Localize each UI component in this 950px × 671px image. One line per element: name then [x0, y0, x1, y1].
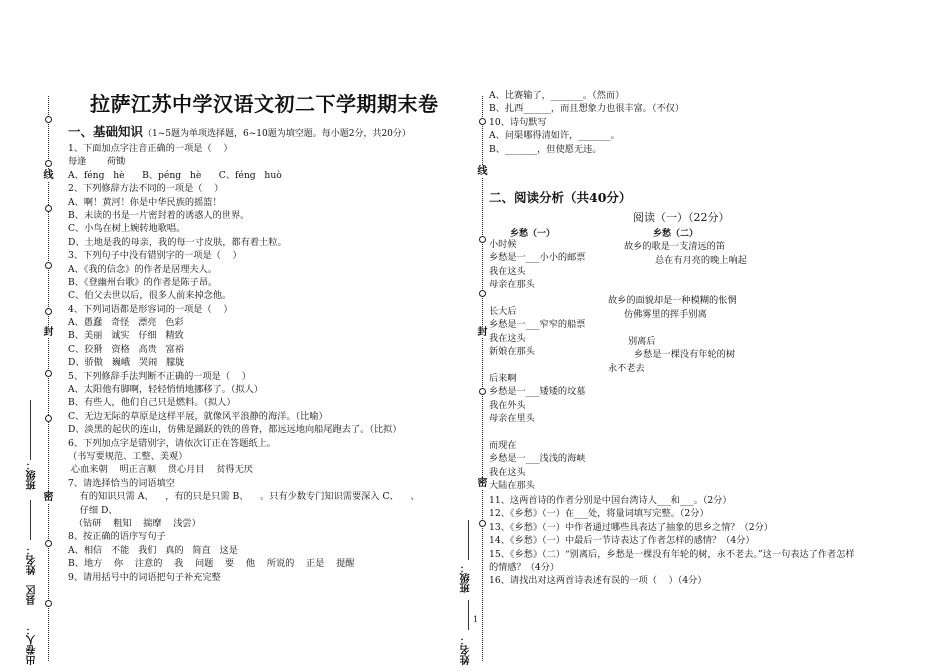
poem2-line: 别离后: [628, 336, 656, 347]
poem1-title: 乡愁（一）: [510, 229, 556, 239]
question-line: B、未读的书是一片密封着的诱惑人的世界。: [68, 209, 250, 221]
question-line: A、啊！黄河！你是中华民族的摇篮！: [68, 196, 222, 208]
setter-label: 出卷人：: [27, 625, 38, 665]
binding-line: [482, 96, 483, 661]
question-line: 3、下列句子中没有错别字的一项是（ ）: [68, 250, 242, 262]
class-blank: [468, 520, 469, 560]
class-blank: [30, 400, 31, 460]
question-line: D、土地是我的母亲，我的每一寸皮肤，都有着土粒。: [68, 236, 287, 248]
question-line: （钻研 粗知 揣摩 浅尝）: [68, 517, 201, 529]
binding-hole: [45, 116, 52, 123]
question-line: 心血来朝 明正言顺 贯心月目 贫得无厌: [68, 464, 253, 476]
exam-title: 拉萨江苏中学汉语文初二下学期期末卷: [90, 92, 439, 116]
question-line: A、太阳他有脚啊，轻轻悄悄地挪移了。（拟人）: [68, 384, 263, 396]
poem-line: 大陆在那头: [489, 480, 535, 492]
binding-hole: [45, 415, 52, 422]
binding-hole: [479, 236, 486, 243]
poem2-line: 故乡的面貌却是一种模糊的怅惘: [608, 295, 737, 306]
binding-hole: [45, 540, 52, 547]
poem-line: 长大后: [489, 305, 517, 317]
question-line: A、《我的信念》的作者是居理夫人。: [68, 263, 218, 275]
poem-line: 而现在: [489, 439, 517, 451]
question-line: A、愚蠢 奇怪 漂亮 色彩: [68, 317, 184, 329]
poem-line: 小时候: [489, 239, 517, 250]
seal-char-seal: 封: [43, 327, 54, 338]
seal-char-seal: 封: [477, 327, 488, 338]
question-line: D、淡黑的起伏的连山，仿佛是踊跃的铁的兽脊，都远远地向船尾跑去了。（比拟）: [68, 424, 402, 436]
question-line: C、无边无际的草原是这样平展，就像风平浪静的海洋。（比喻）: [68, 410, 328, 422]
question-line: 仔细 D、: [68, 504, 118, 516]
poem-line: [489, 425, 629, 438]
poem-line: 我在这头: [489, 332, 526, 344]
question-line: B、有些人，他们自己只是燃料。（拟人）: [68, 397, 236, 409]
reading-questions: [489, 494, 909, 588]
name-blank: [30, 500, 31, 540]
poem-line: 我在这头: [489, 265, 526, 277]
binding-hole: [45, 370, 52, 377]
question-line: 16、请找出对这两首诗表述有误的一项（ ）（4分）: [489, 575, 707, 587]
question-line: A、féng hè B、péng hè C、féng huò: [68, 169, 282, 181]
question-line: A、相信 不能 我们 真的 简直 这是: [68, 544, 238, 556]
page-number: 1: [473, 615, 479, 624]
county-label: 县区: [27, 585, 38, 605]
poem2-line: 乡愁是一棵没有年轮的树: [634, 349, 736, 360]
poem2-title: 乡愁（二）: [653, 229, 699, 239]
question-line: 8、按正确的语序写句子: [68, 531, 166, 543]
binding-hole: [479, 290, 486, 297]
poem2-line: 永不老去: [608, 363, 645, 374]
poem-line: 乡愁是一___窄窄的船票: [489, 319, 586, 331]
binding-hole: [479, 520, 486, 527]
question-line: （书写要规范、工整、美观）: [68, 450, 188, 462]
binding-hole: [45, 262, 52, 269]
question-line: 2、下列修辞方法不同的一项是（ ）: [68, 183, 224, 195]
question-line: 10、诗句默写: [489, 116, 547, 128]
question-line: 4、下列词语都是形容词的一项是（ ）: [68, 303, 233, 315]
question-line: 13、《乡愁》（一）中作者通过哪些具表达了抽象的思乡之情？（2分）: [489, 521, 773, 533]
poem-line: 新娘在那头: [489, 346, 535, 358]
poem-line: 我在这头: [489, 466, 526, 478]
poem-line: 乡愁是一___小小的邮票: [489, 252, 586, 264]
poem-line: 乡愁是一___浅浅的海峡: [489, 453, 586, 465]
question-line: B、扎西______，而且想象力也很丰富。（不仅）: [489, 103, 685, 115]
question-line: C、狡猾 资格 高贵 富裕: [68, 343, 185, 355]
question-line: 1、下面加点字注音正确的一项是（ ）: [68, 143, 233, 154]
question-line: 14、《乡愁》（一）中最后一节诗表达了作者怎样的感情？（4分）: [489, 535, 755, 547]
seal-char-line: 线: [477, 166, 488, 177]
question-line: B、美丽 诚实 仔细 精致: [68, 330, 184, 342]
name-label: 姓名：: [27, 545, 38, 575]
seal-char-secret: 密: [477, 478, 488, 489]
class-label: 班级：: [27, 460, 38, 490]
left-column-questions: [68, 142, 448, 584]
section1-header: [68, 121, 411, 140]
poem2-line: 故乡的歌是一支清远的笛: [624, 241, 726, 252]
binding-hole: [479, 388, 486, 395]
question-line: 12、《乡愁》（一）在___处，将量词填写完整。（2分）: [489, 508, 709, 520]
question-line: B、地方 你 注意的 我 问题 要 他 所说的 正是 提醒: [68, 558, 355, 570]
poem2-line: 仿佛雾里的挥手别离: [624, 309, 707, 320]
name-label: 姓名：: [461, 635, 472, 665]
binding-hole: [479, 118, 486, 125]
question-line: 11、这两首诗的作者分别是中国台湾诗人___和___。（2分）: [489, 495, 732, 506]
name-blank: [468, 600, 469, 630]
question-line: C、伯父去世以后，很多人前来掉念他。: [68, 290, 232, 302]
question-line: B、_______，但使愿无违。: [489, 143, 602, 155]
poem-line: 乡愁是一___矮矮的坟墓: [489, 386, 586, 398]
poem-line: 后来啊: [489, 372, 517, 384]
question-line: 6、下列加点字是错别字，请依次订正在答题纸上。: [68, 437, 276, 449]
question-line: D、骄傲 巍峨 哭闹 朦胧: [68, 357, 185, 369]
seal-char-line: 线: [43, 170, 54, 181]
binding-hole: [45, 160, 52, 167]
right-column-continued: [489, 89, 909, 156]
question-line: 5、下列修辞手法判断不正确的一项是（ ）: [68, 370, 251, 382]
question-line: A、比赛输了，_______。（然而）: [489, 90, 625, 101]
reading-subtitle: 阅读（一）（22分）: [633, 211, 730, 224]
binding-hole: [45, 600, 52, 607]
poem-line: 母亲在里头: [489, 413, 535, 425]
question-line: B、《登幽州台歌》的作者是陈子昂。: [68, 276, 218, 288]
class-label: 班级：: [461, 563, 472, 593]
question-line: 的情感？（4分）: [489, 561, 560, 573]
question-line: 每逢 荷锄: [68, 156, 126, 168]
poem-line: 我在外头: [489, 399, 526, 411]
poem-line: 母亲在那头: [489, 279, 535, 291]
section1-note: （1~5题为单项选择题，6~10题为填空题。每小题2分，共20分）: [143, 129, 411, 139]
question-line: 15、《乡愁》（二）“别离后，乡愁是一棵没有年轮的树，永不老去。”这一句表达了作者怎样: [489, 548, 855, 560]
section2-heading: 二、阅读分析（共40分）: [489, 190, 632, 205]
binding-hole: [45, 205, 52, 212]
question-line: 7、请选择恰当的词语填空: [68, 477, 175, 489]
question-line: A、问渠哪得清如许，_______。: [489, 130, 620, 142]
binding-hole: [45, 308, 52, 315]
question-line: 9、请用括号中的词语把句子补充完整: [68, 571, 221, 583]
poem2-line: 总在有月亮的晚上响起: [655, 255, 747, 266]
question-line: C、小鸟在树上婉转地歌唱。: [68, 223, 186, 235]
question-line: 有的知识只需 A、 ，有的只是只需 B、 。只有少数专门知识需要深入 C、 、: [68, 491, 420, 503]
seal-char-secret: 密: [43, 492, 54, 503]
section1-heading: 一、基础知识: [68, 124, 144, 139]
